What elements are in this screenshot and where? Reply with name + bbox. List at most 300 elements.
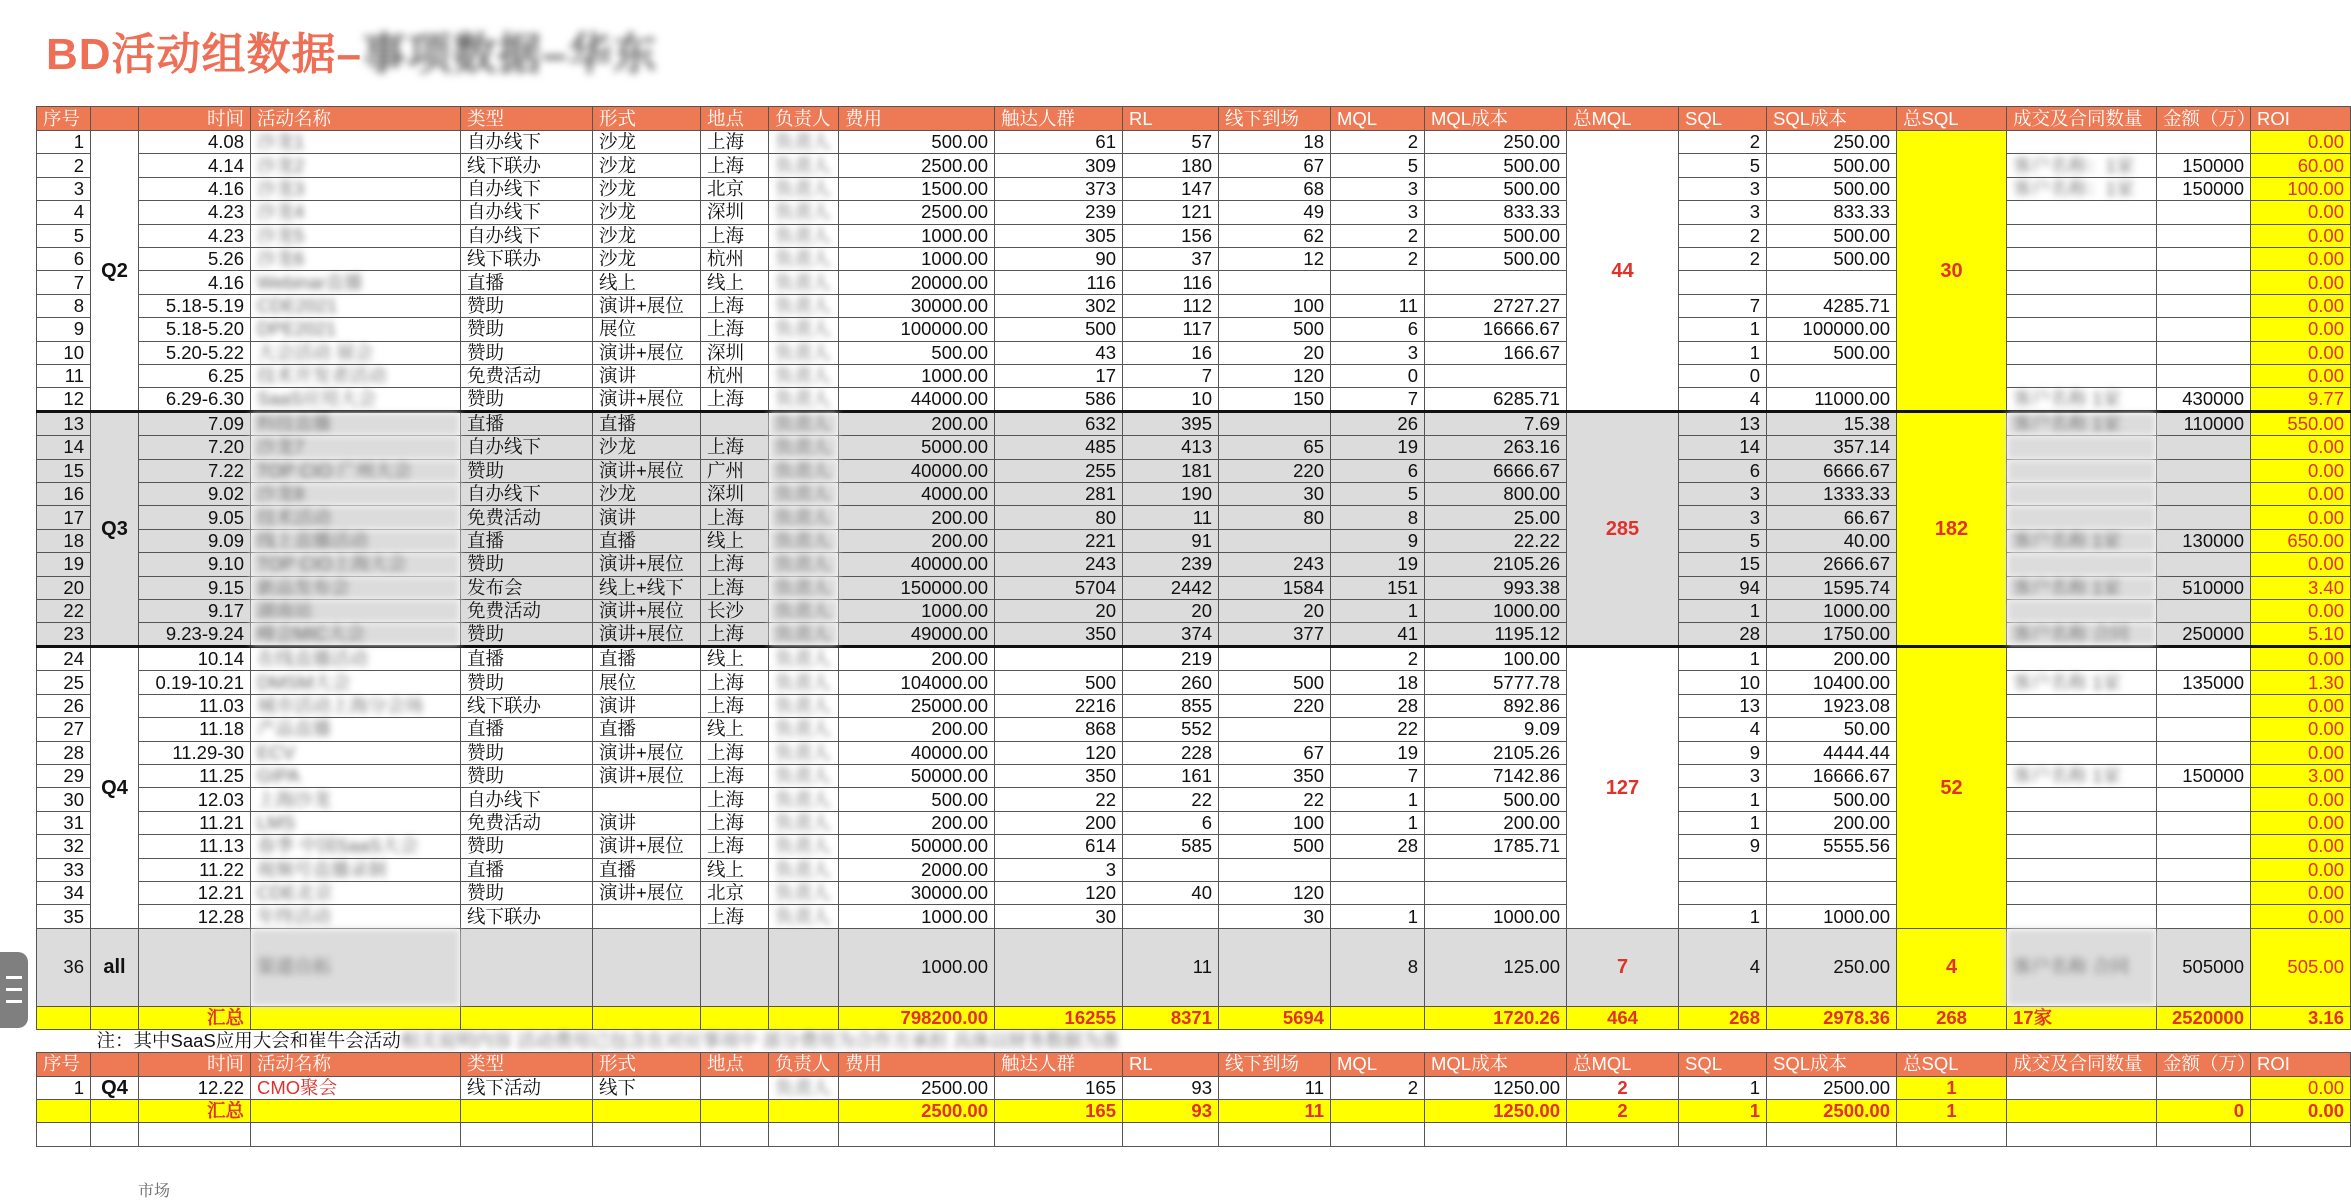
location-cell[interactable]: 上海	[701, 811, 769, 834]
roi-cell[interactable]: 0.00	[2251, 341, 2351, 364]
sql-cell[interactable]: 3	[1679, 483, 1767, 506]
header-cell[interactable]: 形式	[593, 107, 701, 131]
onsite-cell[interactable]	[1219, 928, 1331, 1006]
form-cell[interactable]: 演讲+展位	[593, 764, 701, 787]
deal-cell[interactable]	[2007, 131, 2157, 154]
deal-cell[interactable]: 客户名称 合同	[2007, 623, 2157, 647]
table-row[interactable]	[37, 1076, 2351, 1099]
reach-cell[interactable]: 116	[995, 271, 1123, 294]
type-cell[interactable]: 自办线下	[461, 201, 593, 224]
row-number[interactable]: 36	[37, 928, 91, 1006]
header-cell[interactable]: 总MQL	[1567, 107, 1679, 131]
sql-cell[interactable]: 9	[1679, 741, 1767, 764]
row-number[interactable]: 22	[37, 600, 91, 623]
type-cell[interactable]: 直播	[461, 271, 593, 294]
date-cell[interactable]: 9.15	[139, 576, 251, 599]
location-cell[interactable]: 杭州	[701, 247, 769, 270]
owner-cell[interactable]: 负责人	[769, 694, 839, 717]
sum-blank[interactable]	[91, 1006, 139, 1029]
form-cell[interactable]	[593, 905, 701, 928]
location-cell[interactable]	[701, 1076, 769, 1099]
amount-cell[interactable]	[2157, 741, 2251, 764]
sql-cost-cell[interactable]: 833.33	[1767, 201, 1897, 224]
amount-cell[interactable]	[2157, 247, 2251, 270]
header-cell[interactable]: SQL成本	[1767, 107, 1897, 131]
sql-cell[interactable]	[1679, 271, 1767, 294]
onsite-cell[interactable]	[1219, 718, 1331, 741]
activity-name[interactable]: GIPA	[251, 764, 461, 787]
onsite-cell[interactable]: 18	[1219, 131, 1331, 154]
deal-cell[interactable]: 客户名称：1家	[2007, 177, 2157, 200]
sql-cost-cell[interactable]: 1000.00	[1767, 905, 1897, 928]
owner-cell[interactable]: 负责人	[769, 271, 839, 294]
rl-cell[interactable]: 7	[1123, 364, 1219, 387]
reach-cell[interactable]: 80	[995, 506, 1123, 529]
fee-cell[interactable]: 1000.00	[839, 224, 995, 247]
fee-cell[interactable]: 200.00	[839, 811, 995, 834]
roi-cell[interactable]: 505.00	[2251, 928, 2351, 1006]
date-cell[interactable]: 6.25	[139, 364, 251, 387]
fee-cell[interactable]: 150000.00	[839, 576, 995, 599]
deal-cell[interactable]	[2007, 553, 2157, 576]
row-number[interactable]: 11	[37, 364, 91, 387]
amount-cell[interactable]	[2157, 201, 2251, 224]
date-cell[interactable]: 11.29-30	[139, 741, 251, 764]
empty-cell[interactable]	[251, 1123, 461, 1146]
sum-blank[interactable]	[593, 1100, 701, 1123]
mql-cost-cell[interactable]: 1000.00	[1425, 600, 1567, 623]
sql-cell[interactable]: 4	[1679, 718, 1767, 741]
empty-cell[interactable]	[995, 1123, 1123, 1146]
header-cell[interactable]: 负责人	[769, 1052, 839, 1076]
owner-cell[interactable]: 负责人	[769, 1076, 839, 1099]
onsite-cell[interactable]: 500	[1219, 671, 1331, 694]
sql-cell[interactable]	[1679, 858, 1767, 881]
activity-name[interactable]: 在线直播活动	[251, 647, 461, 671]
reach-cell[interactable]	[995, 647, 1123, 671]
fee-cell[interactable]: 2500.00	[839, 154, 995, 177]
location-cell[interactable]: 上海	[701, 576, 769, 599]
mql-cell[interactable]: 9	[1331, 529, 1425, 552]
row-number[interactable]: 18	[37, 529, 91, 552]
header-cell[interactable]: 线下到场	[1219, 1052, 1331, 1076]
sum-amount[interactable]: 2520000	[2157, 1006, 2251, 1029]
sum-blank[interactable]	[769, 1006, 839, 1029]
mql-cost-cell[interactable]: 500.00	[1425, 177, 1567, 200]
onsite-cell[interactable]: 62	[1219, 224, 1331, 247]
sql-cell[interactable]: 1	[1679, 318, 1767, 341]
form-cell[interactable]: 沙龙	[593, 154, 701, 177]
row-number[interactable]: 33	[37, 858, 91, 881]
rl-cell[interactable]: 395	[1123, 412, 1219, 436]
activity-name[interactable]: CDE2021	[251, 294, 461, 317]
form-cell[interactable]: 沙龙	[593, 177, 701, 200]
date-cell[interactable]: 11.13	[139, 835, 251, 858]
amount-cell[interactable]	[2157, 224, 2251, 247]
location-cell[interactable]: 深圳	[701, 201, 769, 224]
date-cell[interactable]: 7.22	[139, 459, 251, 482]
fee-cell[interactable]: 100000.00	[839, 318, 995, 341]
header-cell[interactable]: 地点	[701, 107, 769, 131]
table-row[interactable]	[37, 412, 2351, 436]
sql-cost-cell[interactable]: 200.00	[1767, 811, 1897, 834]
mql-cost-cell[interactable]: 500.00	[1425, 224, 1567, 247]
sum-blank[interactable]	[251, 1006, 461, 1029]
date-cell[interactable]: 5.20-5.22	[139, 341, 251, 364]
onsite-cell[interactable]: 67	[1219, 741, 1331, 764]
activity-name[interactable]: 技术开发者活动	[251, 364, 461, 387]
deal-cell[interactable]	[2007, 881, 2157, 904]
reach-cell[interactable]	[995, 928, 1123, 1006]
mql-cost-cell[interactable]	[1425, 271, 1567, 294]
mql-cell[interactable]: 1	[1331, 811, 1425, 834]
mql-cell[interactable]: 2	[1331, 247, 1425, 270]
activity-name[interactable]: 年终活动	[251, 905, 461, 928]
roi-cell[interactable]: 0.00	[2251, 1076, 2351, 1099]
reach-cell[interactable]: 61	[995, 131, 1123, 154]
row-number[interactable]: 19	[37, 553, 91, 576]
fee-cell[interactable]: 40000.00	[839, 553, 995, 576]
header-cell[interactable]: 序号	[37, 1052, 91, 1076]
total-mql-cell[interactable]: 127	[1567, 647, 1679, 928]
sum-sql[interactable]: 268	[1679, 1006, 1767, 1029]
amount-cell[interactable]: 510000	[2157, 576, 2251, 599]
sql-cell[interactable]: 7	[1679, 294, 1767, 317]
empty-cell[interactable]	[1767, 1123, 1897, 1146]
onsite-cell[interactable]: 377	[1219, 623, 1331, 647]
mql-cell[interactable]: 3	[1331, 177, 1425, 200]
amount-cell[interactable]	[2157, 294, 2251, 317]
row-number[interactable]: 23	[37, 623, 91, 647]
date-cell[interactable]: 12.28	[139, 905, 251, 928]
onsite-cell[interactable]: 11	[1219, 1076, 1331, 1099]
deal-cell[interactable]: 客户名称 1家	[2007, 671, 2157, 694]
sql-cell[interactable]: 2	[1679, 247, 1767, 270]
fee-cell[interactable]: 50000.00	[839, 835, 995, 858]
mql-cell[interactable]: 26	[1331, 412, 1425, 436]
owner-cell[interactable]: 负责人	[769, 294, 839, 317]
header-cell[interactable]: 负责人	[769, 107, 839, 131]
row-number[interactable]: 20	[37, 576, 91, 599]
row-number[interactable]: 14	[37, 436, 91, 459]
sql-cost-cell[interactable]: 16666.67	[1767, 764, 1897, 787]
activity-name[interactable]: 沙龙8	[251, 483, 461, 506]
row-number[interactable]: 4	[37, 201, 91, 224]
fee-cell[interactable]: 20000.00	[839, 271, 995, 294]
sql-cell[interactable]: 13	[1679, 694, 1767, 717]
fee-cell[interactable]: 2500.00	[839, 1076, 995, 1099]
rl-cell[interactable]: 161	[1123, 764, 1219, 787]
type-cell[interactable]: 免费活动	[461, 811, 593, 834]
mql-cost-cell[interactable]: 16666.67	[1425, 318, 1567, 341]
reach-cell[interactable]: 2216	[995, 694, 1123, 717]
date-cell[interactable]: 5.18-5.19	[139, 294, 251, 317]
location-cell[interactable]: 上海	[701, 388, 769, 412]
location-cell[interactable]: 上海	[701, 835, 769, 858]
row-number[interactable]: 9	[37, 318, 91, 341]
sum-total-mql[interactable]: 2	[1567, 1100, 1679, 1123]
mql-cell[interactable]: 22	[1331, 718, 1425, 741]
row-number[interactable]: 6	[37, 247, 91, 270]
sql-cost-cell[interactable]: 50.00	[1767, 718, 1897, 741]
header-cell[interactable]: 费用	[839, 1052, 995, 1076]
sql-cost-cell[interactable]: 500.00	[1767, 154, 1897, 177]
header-cell[interactable]: SQL成本	[1767, 1052, 1897, 1076]
row-number[interactable]: 3	[37, 177, 91, 200]
amount-cell[interactable]	[2157, 341, 2251, 364]
row-number[interactable]: 35	[37, 905, 91, 928]
activity-name[interactable]: 湖南站	[251, 600, 461, 623]
rl-cell[interactable]: 16	[1123, 341, 1219, 364]
reach-cell[interactable]: 120	[995, 741, 1123, 764]
sql-cost-cell[interactable]: 500.00	[1767, 788, 1897, 811]
header-cell[interactable]: 成交及合同数量	[2007, 107, 2157, 131]
header-cell[interactable]: 总MQL	[1567, 1052, 1679, 1076]
date-cell[interactable]: 11.18	[139, 718, 251, 741]
amount-cell[interactable]	[2157, 553, 2251, 576]
fee-cell[interactable]: 1000.00	[839, 600, 995, 623]
empty-cell[interactable]	[37, 1123, 91, 1146]
onsite-cell[interactable]: 20	[1219, 600, 1331, 623]
sql-cost-cell[interactable]: 66.67	[1767, 506, 1897, 529]
location-cell[interactable]: 上海	[701, 623, 769, 647]
sum-rl[interactable]: 93	[1123, 1100, 1219, 1123]
owner-cell[interactable]: 负责人	[769, 177, 839, 200]
fee-cell[interactable]: 200.00	[839, 529, 995, 552]
owner-cell[interactable]: 负责人	[769, 154, 839, 177]
header-cell[interactable]: 触达人群	[995, 107, 1123, 131]
owner-cell[interactable]: 负责人	[769, 858, 839, 881]
rl-cell[interactable]: 6	[1123, 811, 1219, 834]
owner-cell[interactable]: 负责人	[769, 412, 839, 436]
sql-cell[interactable]: 1	[1679, 788, 1767, 811]
total-mql-cell[interactable]: 2	[1567, 1076, 1679, 1099]
form-cell[interactable]: 演讲+展位	[593, 741, 701, 764]
row-number[interactable]: 5	[37, 224, 91, 247]
form-cell[interactable]: 演讲+展位	[593, 341, 701, 364]
fee-cell[interactable]: 5000.00	[839, 436, 995, 459]
form-cell[interactable]: 线上	[593, 271, 701, 294]
activity-name[interactable]: 沙龙4	[251, 201, 461, 224]
amount-cell[interactable]: 430000	[2157, 388, 2251, 412]
type-cell[interactable]: 免费活动	[461, 364, 593, 387]
date-cell[interactable]: 4.23	[139, 201, 251, 224]
row-number[interactable]: 24	[37, 647, 91, 671]
roi-cell[interactable]: 0.00	[2251, 600, 2351, 623]
form-cell[interactable]: 演讲	[593, 694, 701, 717]
owner-cell[interactable]: 负责人	[769, 553, 839, 576]
mql-cost-cell[interactable]: 100.00	[1425, 647, 1567, 671]
header-cell[interactable]: 金额（万）	[2157, 107, 2251, 131]
owner-cell[interactable]: 负责人	[769, 718, 839, 741]
rl-cell[interactable]: 180	[1123, 154, 1219, 177]
empty-cell[interactable]	[1567, 1123, 1679, 1146]
quarter-cell[interactable]: Q2	[91, 131, 139, 412]
fee-cell[interactable]: 500.00	[839, 788, 995, 811]
row-number[interactable]: 30	[37, 788, 91, 811]
deal-cell[interactable]	[2007, 905, 2157, 928]
owner-cell[interactable]: 负责人	[769, 905, 839, 928]
form-cell[interactable]: 直播	[593, 412, 701, 436]
date-cell[interactable]: 4.23	[139, 224, 251, 247]
form-cell[interactable]: 演讲+展位	[593, 600, 701, 623]
onsite-cell[interactable]: 67	[1219, 154, 1331, 177]
reach-cell[interactable]: 500	[995, 318, 1123, 341]
mql-cost-cell[interactable]: 166.67	[1425, 341, 1567, 364]
reach-cell[interactable]: 614	[995, 835, 1123, 858]
header-cell[interactable]: MQL	[1331, 107, 1425, 131]
mql-cost-cell[interactable]: 7.69	[1425, 412, 1567, 436]
sql-cell[interactable]: 3	[1679, 177, 1767, 200]
location-cell[interactable]: 北京	[701, 881, 769, 904]
reach-cell[interactable]: 255	[995, 459, 1123, 482]
location-cell[interactable]: 上海	[701, 506, 769, 529]
fee-cell[interactable]: 30000.00	[839, 294, 995, 317]
mql-cost-cell[interactable]: 993.38	[1425, 576, 1567, 599]
rl-cell[interactable]: 239	[1123, 553, 1219, 576]
mql-cost-cell[interactable]: 500.00	[1425, 247, 1567, 270]
header-cell[interactable]: 时间	[139, 1052, 251, 1076]
mql-cost-cell[interactable]: 263.16	[1425, 436, 1567, 459]
form-cell[interactable]: 演讲+展位	[593, 294, 701, 317]
rl-cell[interactable]: 93	[1123, 1076, 1219, 1099]
type-cell[interactable]: 线下活动	[461, 1076, 593, 1099]
owner-cell[interactable]: 负责人	[769, 576, 839, 599]
mql-cost-cell[interactable]: 7142.86	[1425, 764, 1567, 787]
sql-cost-cell[interactable]: 6666.67	[1767, 459, 1897, 482]
sql-cell[interactable]: 1	[1679, 905, 1767, 928]
fee-cell[interactable]: 49000.00	[839, 623, 995, 647]
onsite-cell[interactable]: 150	[1219, 388, 1331, 412]
sum-onsite[interactable]: 5694	[1219, 1006, 1331, 1029]
sql-cost-cell[interactable]: 500.00	[1767, 177, 1897, 200]
header-cell[interactable]: 费用	[839, 107, 995, 131]
rl-cell[interactable]: 156	[1123, 224, 1219, 247]
type-cell[interactable]: 自办线下	[461, 177, 593, 200]
header-cell[interactable]: 总SQL	[1897, 1052, 2007, 1076]
row-number[interactable]: 27	[37, 718, 91, 741]
deal-cell[interactable]	[2007, 201, 2157, 224]
type-cell[interactable]: 赞助	[461, 294, 593, 317]
sql-cell[interactable]: 4	[1679, 928, 1767, 1006]
form-cell[interactable]: 直播	[593, 529, 701, 552]
total-sql-cell[interactable]: 1	[1897, 1076, 2007, 1099]
location-cell[interactable]: 杭州	[701, 364, 769, 387]
form-cell[interactable]: 沙龙	[593, 483, 701, 506]
deal-cell[interactable]	[2007, 506, 2157, 529]
type-cell[interactable]: 直播	[461, 647, 593, 671]
activity-name[interactable]: 沙龙3	[251, 177, 461, 200]
empty-cell[interactable]	[769, 1123, 839, 1146]
amount-cell[interactable]	[2157, 271, 2251, 294]
sum-blank[interactable]	[37, 1006, 91, 1029]
mql-cost-cell[interactable]: 500.00	[1425, 788, 1567, 811]
roi-cell[interactable]: 0.00	[2251, 459, 2351, 482]
mql-cost-cell[interactable]: 22.22	[1425, 529, 1567, 552]
sql-cost-cell[interactable]: 500.00	[1767, 224, 1897, 247]
form-cell[interactable]: 演讲+展位	[593, 459, 701, 482]
onsite-cell[interactable]: 500	[1219, 835, 1331, 858]
deal-cell[interactable]	[2007, 718, 2157, 741]
roi-cell[interactable]: 9.77	[2251, 388, 2351, 412]
mql-cell[interactable]: 6	[1331, 459, 1425, 482]
fee-cell[interactable]: 500.00	[839, 131, 995, 154]
sum-fee[interactable]: 798200.00	[839, 1006, 995, 1029]
sum-sql-cost[interactable]: 2500.00	[1767, 1100, 1897, 1123]
sum-blank[interactable]	[593, 1006, 701, 1029]
onsite-cell[interactable]: 1584	[1219, 576, 1331, 599]
sum-reach[interactable]: 16255	[995, 1006, 1123, 1029]
onsite-cell[interactable]: 243	[1219, 553, 1331, 576]
row-number[interactable]: 17	[37, 506, 91, 529]
mql-cost-cell[interactable]	[1425, 858, 1567, 881]
onsite-cell[interactable]	[1219, 647, 1331, 671]
form-cell[interactable]: 展位	[593, 671, 701, 694]
location-cell[interactable]: 上海	[701, 694, 769, 717]
fee-cell[interactable]: 2000.00	[839, 858, 995, 881]
form-cell[interactable]: 沙龙	[593, 436, 701, 459]
fee-cell[interactable]: 200.00	[839, 647, 995, 671]
sql-cost-cell[interactable]: 1333.33	[1767, 483, 1897, 506]
amount-cell[interactable]	[2157, 905, 2251, 928]
sum-sql-cost[interactable]: 2978.36	[1767, 1006, 1897, 1029]
header-cell[interactable]: 形式	[593, 1052, 701, 1076]
mql-cost-cell[interactable]: 9.09	[1425, 718, 1567, 741]
owner-cell[interactable]: 负责人	[769, 671, 839, 694]
amount-cell[interactable]	[2157, 835, 2251, 858]
type-cell[interactable]: 赞助	[461, 623, 593, 647]
form-cell[interactable]: 展位	[593, 318, 701, 341]
deal-cell[interactable]	[2007, 483, 2157, 506]
empty-cell[interactable]	[839, 1123, 995, 1146]
amount-cell[interactable]: 505000	[2157, 928, 2251, 1006]
header-cell[interactable]: 类型	[461, 1052, 593, 1076]
location-cell[interactable]	[701, 412, 769, 436]
rl-cell[interactable]: 22	[1123, 788, 1219, 811]
empty-cell[interactable]	[1897, 1123, 2007, 1146]
row-number[interactable]: 10	[37, 341, 91, 364]
activity-name[interactable]: SaaS应用大会	[251, 388, 461, 412]
roi-cell[interactable]: 60.00	[2251, 154, 2351, 177]
mql-cost-cell[interactable]: 1785.71	[1425, 835, 1567, 858]
location-cell[interactable]: 上海	[701, 154, 769, 177]
activity-name[interactable]: 沙龙5	[251, 224, 461, 247]
onsite-cell[interactable]: 30	[1219, 905, 1331, 928]
header-cell[interactable]: 总SQL	[1897, 107, 2007, 131]
reach-cell[interactable]: 485	[995, 436, 1123, 459]
onsite-cell[interactable]	[1219, 858, 1331, 881]
sql-cost-cell[interactable]: 1595.74	[1767, 576, 1897, 599]
fee-cell[interactable]: 500.00	[839, 341, 995, 364]
fee-cell[interactable]: 40000.00	[839, 459, 995, 482]
owner-cell[interactable]: 负责人	[769, 881, 839, 904]
sum-label[interactable]: 汇总	[139, 1006, 251, 1029]
rl-cell[interactable]: 20	[1123, 600, 1219, 623]
type-cell[interactable]: 赞助	[461, 741, 593, 764]
fee-cell[interactable]: 44000.00	[839, 388, 995, 412]
mql-cost-cell[interactable]: 2105.26	[1425, 741, 1567, 764]
roi-cell[interactable]: 0.00	[2251, 131, 2351, 154]
sum-blank[interactable]	[461, 1100, 593, 1123]
mql-cell[interactable]: 151	[1331, 576, 1425, 599]
mql-cell[interactable]: 19	[1331, 436, 1425, 459]
sql-cost-cell[interactable]: 4285.71	[1767, 294, 1897, 317]
owner-cell[interactable]: 负责人	[769, 741, 839, 764]
location-cell[interactable]: 北京	[701, 177, 769, 200]
fee-cell[interactable]: 25000.00	[839, 694, 995, 717]
amount-cell[interactable]	[2157, 788, 2251, 811]
activity-name[interactable]: TOP CIO 广州大会	[251, 459, 461, 482]
